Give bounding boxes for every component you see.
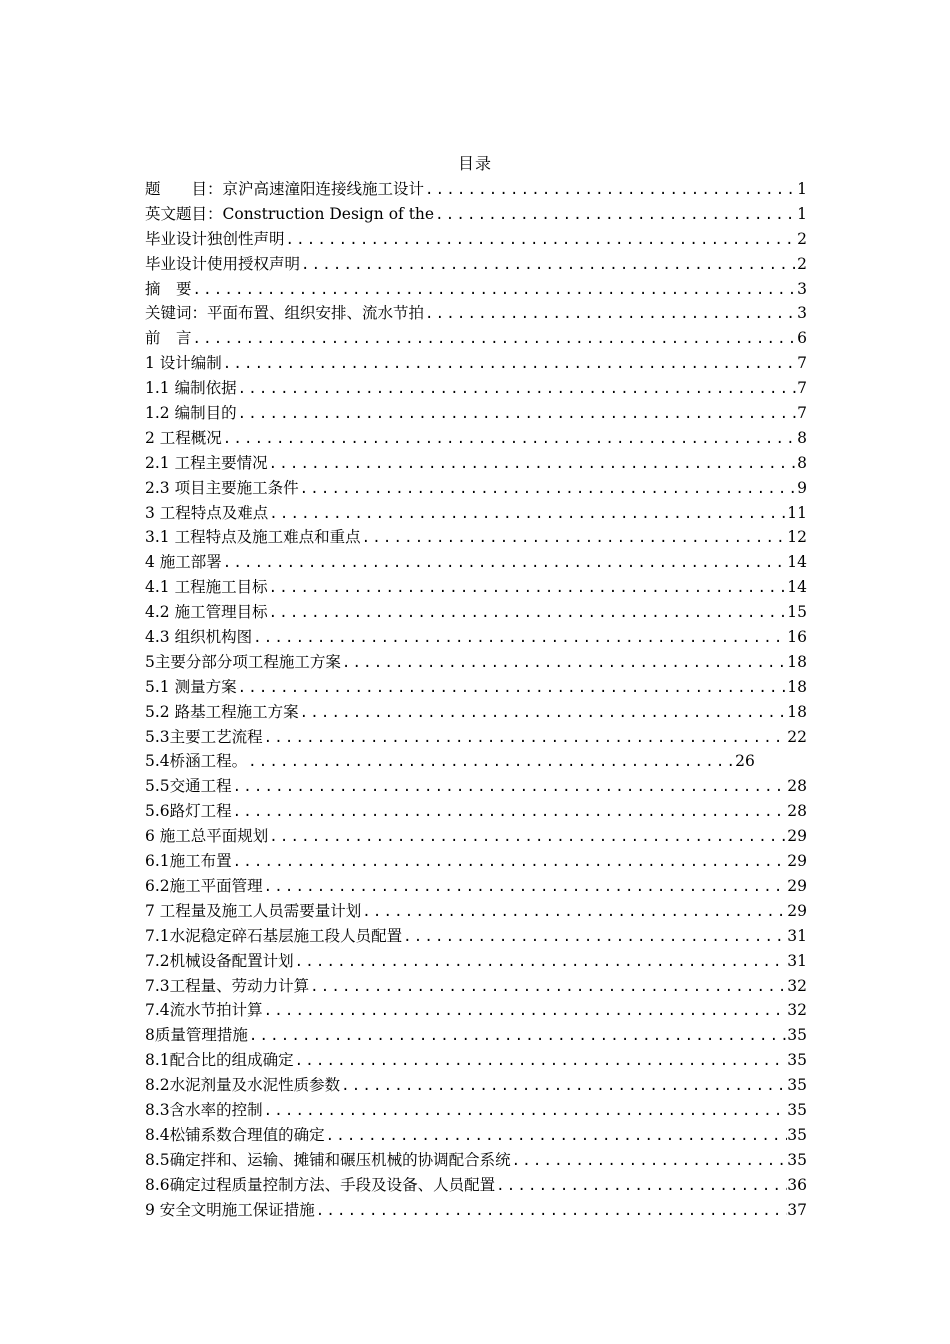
toc-entry-page-number: 35 — [787, 1076, 807, 1095]
toc-entry-label: 7.4流水节拍计算 — [145, 1001, 263, 1020]
toc-entry-page-number: 36 — [787, 1175, 807, 1194]
toc-entry-label: 5.4桥涵工程。 — [145, 752, 248, 771]
toc-entry-label: 毕业设计独创性声明 — [145, 229, 285, 248]
toc-entry[interactable] — [145, 351, 807, 376]
toc-entry[interactable] — [145, 1123, 807, 1148]
toc-entry-label: 6.2施工平面管理 — [145, 876, 263, 895]
toc-entry-label: 5.3主要工艺流程 — [145, 727, 263, 746]
toc-entry-page-number: 35 — [787, 1026, 807, 1045]
toc-entry-label: 7.3工程量、劳动力计算 — [145, 976, 310, 995]
toc-entry-label: 7.2机械设备配置计划 — [145, 951, 294, 970]
toc-entry-page-number: 35 — [787, 1100, 807, 1119]
toc-dot-leader — [268, 825, 787, 849]
toc-entry-page-number: 28 — [787, 777, 807, 796]
toc-dot-leader — [402, 925, 787, 949]
toc-entry-label: 5.5交通工程 — [145, 777, 232, 796]
toc-dot-leader — [285, 228, 797, 252]
toc-entry-label: 4.3 组织机构图 — [145, 628, 253, 647]
toc-dot-leader — [361, 900, 787, 924]
toc-entry-label: 英文题目：Construction Design of the — [145, 204, 435, 223]
toc-entry-label: 9 安全文明施工保证措施 — [145, 1200, 315, 1219]
toc-entry[interactable] — [145, 824, 807, 849]
toc-entry[interactable] — [145, 899, 807, 924]
toc-entry[interactable] — [145, 426, 807, 451]
toc-entry-page-number: 18 — [787, 652, 807, 671]
toc-entry-page-number: 7 — [797, 354, 807, 373]
toc-dot-leader — [237, 676, 788, 700]
toc-entry-page-number: 29 — [787, 852, 807, 871]
toc-entry-page-number: 29 — [787, 876, 807, 895]
toc-dot-leader — [294, 1049, 788, 1073]
toc-dot-leader — [237, 377, 797, 401]
toc-entry[interactable] — [145, 501, 807, 526]
toc-entry-label: 2.1 工程主要情况 — [145, 453, 268, 472]
toc-entry-page-number: 28 — [787, 802, 807, 821]
toc-dot-leader — [424, 302, 797, 326]
toc-entry[interactable] — [145, 1073, 807, 1098]
toc-entry-label: 4.2 施工管理目标 — [145, 603, 268, 622]
toc-entry-label: 摘 要 — [145, 279, 192, 298]
toc-entry-page-number: 6 — [797, 329, 807, 348]
toc-entry-page-number: 18 — [787, 702, 807, 721]
toc-entry-page-number: 3 — [797, 304, 807, 323]
toc-entry[interactable] — [145, 1023, 807, 1048]
toc-entry-page-number: 29 — [787, 901, 807, 920]
toc-entry-page-number: 8 — [797, 428, 807, 447]
toc-dot-leader — [341, 651, 787, 675]
toc-entry[interactable] — [145, 1048, 807, 1073]
toc-entry-label: 4.1 工程施工目标 — [145, 578, 268, 597]
toc-entry-label: 1 设计编制 — [145, 354, 222, 373]
toc-dot-leader — [299, 701, 788, 725]
toc-dot-leader — [511, 1149, 788, 1173]
toc-entry[interactable] — [145, 476, 807, 501]
toc-entry-page-number: 26 — [735, 752, 755, 771]
toc-entry-label: 3.1 工程特点及施工难点和重点 — [145, 528, 361, 547]
toc-entry[interactable] — [145, 227, 807, 252]
toc-entry-label: 2 工程概况 — [145, 428, 222, 447]
toc-entry-page-number: 22 — [787, 727, 807, 746]
toc-entry-label: 8.4松铺系数合理值的确定 — [145, 1125, 325, 1144]
toc-entry[interactable] — [145, 1098, 807, 1123]
toc-entry-label: 毕业设计使用授权声明 — [145, 254, 301, 273]
toc-dot-leader — [232, 800, 788, 824]
toc-entry-label: 5.2 路基工程施工方案 — [145, 702, 299, 721]
toc-entry-page-number: 7 — [797, 404, 807, 423]
toc-entry[interactable] — [145, 924, 807, 949]
toc-dot-leader — [434, 203, 797, 227]
toc-entry-label: 8.6确定过程质量控制方法、手段及设备、人员配置 — [145, 1175, 496, 1194]
toc-entry-label: 8.5确定拌和、运输、摊铺和碾压机械的协调配合系统 — [145, 1150, 511, 1169]
toc-entry-page-number: 18 — [787, 677, 807, 696]
toc-entry[interactable] — [145, 451, 807, 476]
toc-dot-leader — [247, 750, 735, 774]
toc-dot-leader — [237, 402, 797, 426]
toc-entry[interactable] — [145, 376, 807, 401]
toc-entry[interactable] — [145, 625, 807, 650]
toc-dot-leader — [248, 1024, 787, 1048]
toc-entry-label: 7 工程量及施工人员需要量计划 — [145, 901, 362, 920]
toc-entry[interactable] — [145, 401, 807, 426]
toc-entry[interactable] — [145, 177, 807, 202]
toc-entry-page-number: 9 — [797, 478, 807, 497]
toc-dot-leader — [192, 278, 797, 302]
toc-dot-leader — [263, 1099, 788, 1123]
toc-entry-page-number: 8 — [797, 453, 807, 472]
toc-entry[interactable] — [145, 700, 807, 725]
toc-dot-leader — [340, 1074, 787, 1098]
toc-entry-page-number: 2 — [797, 254, 807, 273]
toc-entry[interactable] — [145, 202, 807, 227]
toc-entry-page-number: 1 — [797, 204, 807, 223]
toc-entry-page-number: 29 — [787, 827, 807, 846]
toc-dot-leader — [232, 850, 788, 874]
toc-entry-page-number: 37 — [787, 1200, 807, 1219]
toc-entry-page-number: 7 — [797, 379, 807, 398]
toc-dot-leader — [268, 452, 797, 476]
toc-entry[interactable] — [145, 1173, 807, 1198]
toc-entry-page-number: 15 — [787, 603, 807, 622]
toc-entry[interactable] — [145, 874, 807, 899]
toc-list — [145, 177, 807, 1222]
toc-entry[interactable] — [145, 252, 807, 277]
toc-entry-label: 2.3 项目主要施工条件 — [145, 478, 299, 497]
toc-entry-label: 1.1 编制依据 — [145, 379, 237, 398]
toc-entry-label: 5主要分部分项工程施工方案 — [145, 652, 341, 671]
toc-entry[interactable] — [145, 525, 807, 550]
toc-dot-leader — [222, 427, 797, 451]
toc-entry[interactable] — [145, 774, 807, 799]
toc-entry-page-number: 14 — [787, 578, 807, 597]
toc-entry-label: 3 工程特点及难点 — [145, 503, 269, 522]
toc-entry[interactable] — [145, 650, 807, 675]
toc-dot-leader — [268, 502, 787, 526]
toc-entry-label: 6 施工总平面规划 — [145, 827, 269, 846]
toc-dot-leader — [300, 253, 797, 277]
toc-entry[interactable] — [145, 849, 807, 874]
toc-entry[interactable] — [145, 301, 807, 326]
toc-entry-page-number: 32 — [787, 1001, 807, 1020]
toc-entry-page-number: 35 — [787, 1051, 807, 1070]
toc-entry-label: 5.6路灯工程 — [145, 802, 232, 821]
toc-dot-leader — [424, 178, 797, 202]
toc-dot-leader — [232, 775, 788, 799]
toc-entry[interactable] — [145, 1198, 807, 1223]
toc-dot-leader — [495, 1174, 787, 1198]
toc-entry-page-number: 12 — [787, 528, 807, 547]
toc-entry[interactable] — [145, 749, 807, 774]
toc-entry[interactable] — [145, 326, 807, 351]
toc-entry-page-number: 35 — [787, 1150, 807, 1169]
toc-entry-page-number: 32 — [787, 976, 807, 995]
toc-entry-page-number: 2 — [797, 229, 807, 248]
toc-entry[interactable] — [145, 675, 807, 700]
toc-entry-label: 前 言 — [145, 329, 192, 348]
toc-dot-leader — [361, 526, 788, 550]
toc-entry-label: 8.3含水率的控制 — [145, 1100, 263, 1119]
toc-entry[interactable] — [145, 974, 807, 999]
toc-entry-label: 关键词：平面布置、组织安排、流水节拍 — [145, 304, 425, 323]
toc-entry-label: 8质量管理措施 — [145, 1026, 248, 1045]
toc-entry[interactable] — [145, 575, 807, 600]
toc-entry-label: 1.2 编制目的 — [145, 404, 237, 423]
toc-entry-label: 7.1水泥稳定碎石基层施工段人员配置 — [145, 926, 403, 945]
toc-entry[interactable] — [145, 277, 807, 302]
toc-entry-page-number: 31 — [787, 926, 807, 945]
toc-entry[interactable] — [145, 799, 807, 824]
toc-title: 目录 — [457, 154, 492, 173]
toc-entry-page-number: 35 — [787, 1125, 807, 1144]
toc-entry[interactable] — [145, 725, 807, 750]
toc-dot-leader — [222, 551, 787, 575]
toc-dot-leader — [268, 601, 788, 625]
toc-entry-label: 5.1 测量方案 — [145, 677, 237, 696]
toc-dot-leader — [263, 875, 788, 899]
toc-dot-leader — [222, 352, 797, 376]
toc-entry-page-number: 31 — [787, 951, 807, 970]
toc-entry-page-number: 1 — [797, 180, 807, 198]
toc-dot-leader — [252, 626, 787, 650]
toc-entry-label: 8.1配合比的组成确定 — [145, 1051, 294, 1070]
toc-entry-label: 题 目：京沪高速潼阳连接线施工设计 — [145, 180, 425, 198]
toc-entry-label: 6.1施工布置 — [145, 852, 232, 871]
toc-dot-leader — [309, 975, 787, 999]
toc-dot-leader — [263, 999, 788, 1023]
toc-dot-leader — [268, 576, 788, 600]
toc-entry[interactable] — [145, 949, 807, 974]
toc-dot-leader — [294, 950, 788, 974]
toc-entry-page-number: 3 — [797, 279, 807, 298]
toc-dot-leader — [315, 1199, 787, 1223]
toc-entry-page-number: 14 — [787, 553, 807, 572]
toc-entry[interactable] — [145, 998, 807, 1023]
toc-entry[interactable] — [145, 1148, 807, 1173]
toc-entry[interactable] — [145, 550, 807, 575]
toc-entry[interactable] — [145, 600, 807, 625]
toc-entry-page-number: 16 — [787, 628, 807, 647]
toc-entry-page-number: 11 — [787, 503, 807, 522]
toc-dot-leader — [192, 327, 797, 351]
toc-dot-leader — [325, 1124, 788, 1148]
toc-dot-leader — [263, 726, 788, 750]
toc-entry-label: 8.2水泥剂量及水泥性质参数 — [145, 1076, 341, 1095]
toc-entry-label: 4 施工部署 — [145, 553, 222, 572]
toc-dot-leader — [299, 477, 797, 501]
